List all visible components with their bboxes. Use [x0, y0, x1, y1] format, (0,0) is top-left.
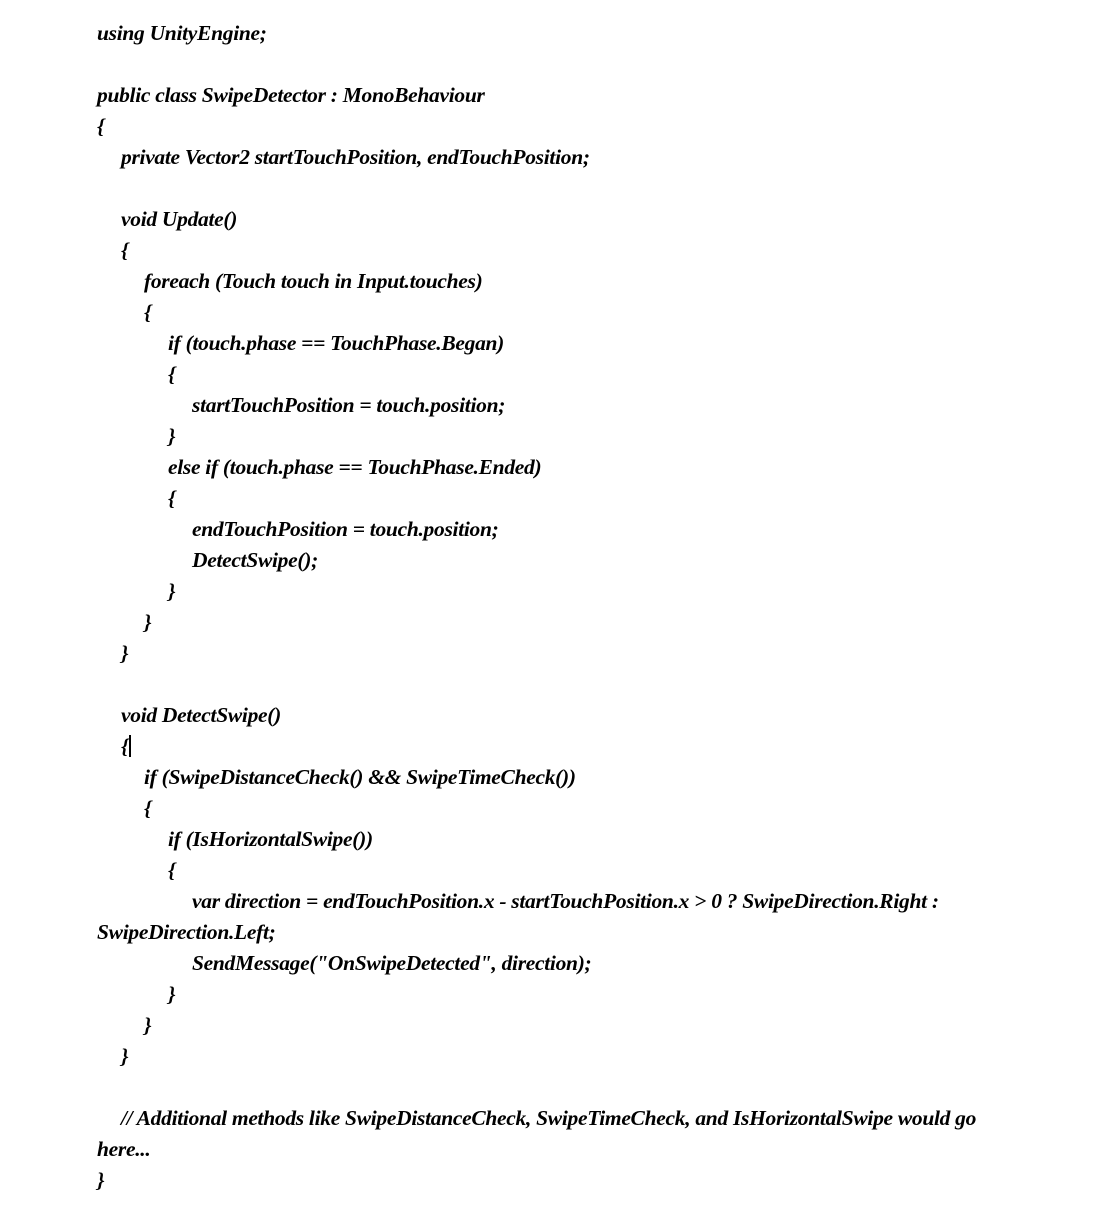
code-line-18: DetectSwipe(); [192, 548, 318, 572]
code-line-15: else if (touch.phase == TouchPhase.Ended) [168, 455, 542, 479]
code-line-38: } [97, 1168, 105, 1192]
code-line-33: } [144, 1013, 152, 1037]
blank-line [97, 669, 1097, 700]
code-line-32: } [168, 982, 176, 1006]
brace-text: { [121, 734, 129, 758]
code-line-1: using UnityEngine; [97, 21, 267, 45]
code-line-14: } [168, 424, 176, 448]
code-line-19: } [168, 579, 176, 603]
blank-line [97, 1072, 1097, 1103]
code-line-25: if (SwipeDistanceCheck() && SwipeTimeCheck()) [144, 765, 576, 789]
code-line-34: } [121, 1044, 129, 1068]
code-line-7: void Update() [121, 207, 238, 231]
code-line-27: if (IsHorizontalSwipe()) [168, 827, 373, 851]
code-document[interactable] [97, 18, 1097, 1196]
code-line-30: SwipeDirection.Left; [97, 920, 276, 944]
code-line-16: { [168, 486, 176, 510]
code-line-26: { [144, 796, 152, 820]
code-line-11: if (touch.phase == TouchPhase.Began) [168, 331, 505, 355]
code-line-20: } [144, 610, 152, 634]
blank-line [97, 173, 1097, 204]
code-line-23: void DetectSwipe() [121, 703, 281, 727]
code-comment-line: // Additional methods like SwipeDistanceCheck, SwipeTimeCheck, and IsHorizontalSwipe would go [121, 1106, 977, 1130]
code-line-8: { [121, 238, 129, 262]
code-line-17: endTouchPosition = touch.position; [192, 517, 499, 541]
blank-line [97, 49, 1097, 80]
text-cursor [129, 735, 131, 757]
code-line-28: { [168, 858, 176, 882]
code-line-21: } [121, 641, 129, 665]
code-line-24 [97, 731, 1097, 762]
code-line-12: { [168, 362, 176, 386]
code-line-9: foreach (Touch touch in Input.touches) [144, 269, 483, 293]
code-line-29: var direction = endTouchPosition.x - startTouchPosition.x > 0 ? SwipeDirection.Right : [192, 889, 939, 913]
code-comment-continuation: here... [97, 1137, 151, 1161]
code-line-31: SendMessage("OnSwipeDetected", direction); [192, 951, 592, 975]
code-line-5: private Vector2 startTouchPosition, endTouchPosition; [121, 145, 590, 169]
code-line-3: public class SwipeDetector : MonoBehaviour [97, 83, 485, 107]
code-line-4: { [97, 114, 105, 138]
code-line-13: startTouchPosition = touch.position; [192, 393, 506, 417]
code-line-10: { [144, 300, 152, 324]
